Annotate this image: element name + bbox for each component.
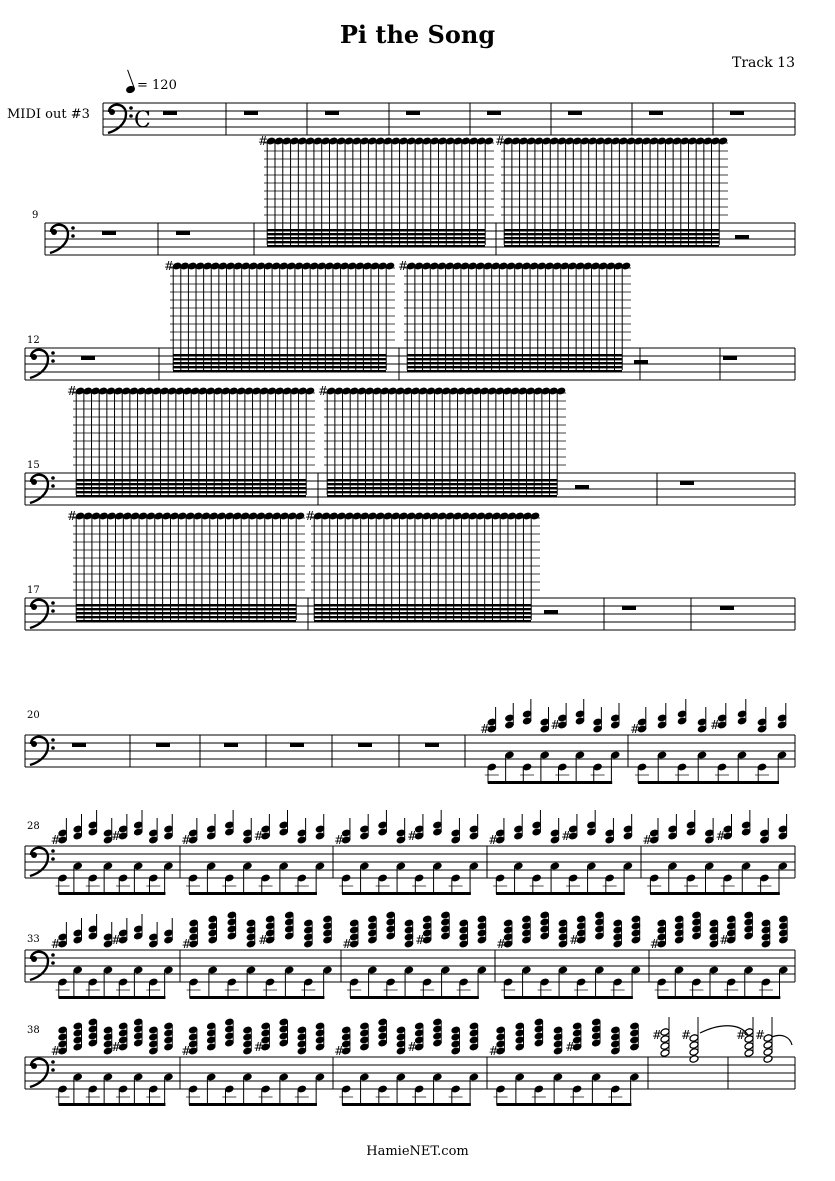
whole-rest (325, 111, 339, 115)
sharp-sign: # (652, 1028, 663, 1042)
beam (314, 612, 531, 614)
whole-rest (568, 111, 582, 115)
whole-rest (622, 606, 636, 610)
beam (658, 996, 781, 999)
note-run (318, 384, 566, 497)
beam (342, 892, 471, 895)
sharp-sign: # (407, 1040, 418, 1054)
sharp-sign: # (111, 1040, 122, 1054)
beam (173, 354, 386, 356)
footer-credit: HamieNET.com (366, 1144, 469, 1159)
whole-rest (176, 231, 190, 235)
beam (76, 616, 296, 618)
whole-rest (102, 231, 116, 235)
beam (76, 479, 306, 481)
instrument-name: MIDI out #3 (7, 107, 90, 122)
sharp-sign: # (488, 833, 499, 847)
staff (25, 846, 795, 878)
final-chords (652, 1017, 792, 1063)
beam (267, 237, 485, 239)
clef-dot (51, 229, 57, 235)
half-rest (634, 360, 648, 364)
sharp-sign: # (642, 833, 653, 847)
half-rest (544, 610, 558, 614)
clef-dot (51, 953, 55, 957)
sharp-sign: # (334, 833, 345, 847)
beam (488, 781, 612, 784)
clef-dot (51, 476, 55, 480)
sharp-sign: # (253, 1040, 264, 1054)
clef-dot (51, 1060, 55, 1064)
system-number: 20 (27, 710, 40, 721)
clef-dot (51, 1068, 55, 1072)
figure-measure (342, 911, 487, 999)
beam (76, 612, 296, 614)
sharp-sign: # (67, 509, 78, 523)
sharp-sign: # (50, 1044, 61, 1058)
note-run (67, 384, 315, 497)
system-number: 33 (27, 934, 40, 945)
sharp-sign: # (565, 1040, 576, 1054)
sharp-sign: # (253, 829, 264, 843)
whole-rest (81, 356, 95, 360)
figure-measure (642, 810, 788, 895)
whole-rest (406, 111, 420, 115)
clef-dot (129, 106, 133, 110)
system-number: 15 (27, 460, 40, 471)
staff (25, 1057, 795, 1089)
clef-dot (51, 746, 55, 750)
sharp-sign: # (495, 134, 506, 148)
clef-dot (31, 479, 37, 485)
system-number: 17 (27, 585, 40, 596)
figure-measure (182, 911, 333, 999)
sharp-sign: # (755, 1028, 766, 1042)
sharp-sign: # (111, 829, 122, 843)
figure-measure (51, 1018, 174, 1106)
beam (59, 1103, 166, 1106)
beam (407, 358, 622, 360)
sharp-sign: # (342, 937, 353, 951)
figure-measure (334, 1018, 479, 1106)
whole-rest (72, 743, 86, 747)
staff (25, 950, 795, 982)
sharp-sign: # (258, 933, 269, 947)
beam (650, 892, 780, 895)
beam (327, 483, 557, 485)
clef-dot (51, 484, 55, 488)
figure-measure (480, 699, 620, 784)
note-head (660, 1042, 670, 1051)
sharp-sign: # (258, 134, 269, 148)
system-number: 38 (27, 1025, 40, 1036)
whole-rest (224, 743, 238, 747)
beam (314, 608, 531, 610)
beam (504, 245, 719, 247)
sharp-sign: # (334, 1044, 345, 1058)
sharp-sign: # (181, 1044, 192, 1058)
figure-measure (489, 1018, 640, 1106)
beam (407, 362, 622, 364)
note-run (495, 134, 728, 247)
half-rest (735, 235, 749, 239)
whole-rest (156, 743, 170, 747)
beam (638, 781, 779, 784)
beam (59, 996, 166, 999)
beam (76, 487, 306, 489)
beam (314, 620, 531, 622)
sharp-sign: # (569, 933, 580, 947)
sharp-sign: # (715, 829, 726, 843)
sharp-sign: # (305, 509, 316, 523)
beam (314, 604, 531, 606)
beam (504, 237, 719, 239)
note-head (744, 1042, 754, 1051)
figure-measure (181, 1018, 325, 1106)
clef-dot (51, 857, 55, 861)
clef-dot (51, 849, 55, 853)
beam (314, 616, 531, 618)
figure-measure (51, 810, 174, 895)
system-number: 12 (27, 335, 40, 346)
note-head (763, 1048, 773, 1057)
beam (267, 245, 485, 247)
sharp-sign: # (318, 384, 329, 398)
whole-rest (649, 111, 663, 115)
track-label: Track 13 (732, 55, 795, 71)
clef-dot (51, 609, 55, 613)
whole-rest (290, 743, 304, 747)
clef-dot (51, 601, 55, 605)
sharp-sign: # (181, 937, 192, 951)
note-head (689, 1041, 699, 1050)
whole-rest (720, 606, 734, 610)
figure-measure (334, 810, 479, 895)
sharp-sign: # (407, 829, 418, 843)
staff (25, 735, 795, 767)
clef-dot (71, 234, 75, 238)
clef-dot (51, 961, 55, 965)
score-title: Pi the Song (339, 20, 496, 49)
figure-measure (488, 810, 633, 895)
whole-rest (723, 356, 737, 360)
beam (76, 608, 296, 610)
note-head (744, 1049, 754, 1058)
sharp-sign: # (415, 933, 426, 947)
clef-dot (31, 741, 37, 747)
system-number: 28 (27, 821, 40, 832)
note-head (660, 1049, 670, 1058)
beam (407, 354, 622, 356)
beam (350, 996, 479, 999)
tie (772, 1035, 792, 1045)
sharp-sign: # (50, 937, 61, 951)
beam (173, 366, 386, 368)
beam (504, 229, 719, 231)
sharp-sign: # (164, 259, 175, 273)
beam (190, 996, 325, 999)
whole-rest (425, 743, 439, 747)
sharp-sign: # (479, 722, 490, 736)
note-run (258, 134, 494, 247)
time-signature: C (134, 108, 151, 133)
staff (103, 103, 795, 135)
beam (76, 495, 306, 497)
beam (497, 1103, 632, 1106)
sharp-sign: # (681, 1028, 692, 1042)
sharp-sign: # (736, 1028, 747, 1042)
clef-dot (51, 351, 55, 355)
note-head (763, 1055, 773, 1064)
whole-rest (244, 111, 258, 115)
beam (504, 233, 719, 235)
sharp-sign: # (398, 259, 409, 273)
clef-dot (51, 359, 55, 363)
beam (267, 233, 485, 235)
clef-dot (31, 1063, 37, 1069)
whole-rest (680, 481, 694, 485)
sharp-sign: # (50, 833, 61, 847)
sharp-sign: # (561, 829, 572, 843)
beam (267, 229, 485, 231)
sharp-sign: # (181, 833, 192, 847)
sharp-sign: # (630, 722, 641, 736)
beam (76, 483, 306, 485)
beam (504, 996, 633, 999)
sharp-sign: # (496, 937, 507, 951)
clef-dot (31, 852, 37, 858)
whole-rest (163, 111, 177, 115)
figure-measure (650, 911, 789, 999)
whole-rest (358, 743, 372, 747)
note-head (689, 1055, 699, 1064)
figure-measure (630, 699, 787, 784)
beam (504, 241, 719, 243)
figure-measure (496, 911, 641, 999)
tempo-value: = 120 (137, 78, 177, 93)
clef-dot (31, 354, 37, 360)
clef-dot (129, 114, 133, 118)
clef-dot (71, 226, 75, 230)
beam (173, 358, 386, 360)
beam (173, 370, 386, 372)
beam (327, 495, 557, 497)
sharp-sign: # (488, 1044, 499, 1058)
beam (496, 892, 625, 895)
half-rest (575, 485, 589, 489)
whole-rest (730, 111, 744, 115)
beam (407, 370, 622, 372)
system-number: 9 (32, 210, 39, 221)
beam (189, 892, 317, 895)
whole-rest (487, 111, 501, 115)
beam (76, 620, 296, 622)
beam (327, 487, 557, 489)
sharp-sign: # (111, 933, 122, 947)
beam (342, 1103, 471, 1106)
note-run (164, 259, 395, 372)
sharp-sign: # (67, 384, 78, 398)
sharp-sign: # (719, 933, 730, 947)
beam (267, 241, 485, 243)
clef-dot (31, 604, 37, 610)
sharp-sign: # (550, 718, 561, 732)
beam (407, 366, 622, 368)
beam (327, 479, 557, 481)
figure-measure (51, 914, 174, 999)
beam (327, 491, 557, 493)
note-run (67, 509, 305, 622)
note-head (763, 1041, 773, 1050)
beam (173, 362, 386, 364)
note-run (398, 259, 631, 372)
beam (189, 1103, 317, 1106)
clef-dot (51, 738, 55, 742)
sharp-sign: # (649, 937, 660, 951)
clef-dot (31, 956, 37, 962)
beam (76, 604, 296, 606)
note-head (689, 1048, 699, 1057)
note-run (305, 509, 540, 622)
beam (59, 892, 166, 895)
beam (76, 491, 306, 493)
sharp-sign: # (710, 718, 721, 732)
clef-dot (109, 109, 115, 115)
figure-measure (181, 810, 325, 895)
